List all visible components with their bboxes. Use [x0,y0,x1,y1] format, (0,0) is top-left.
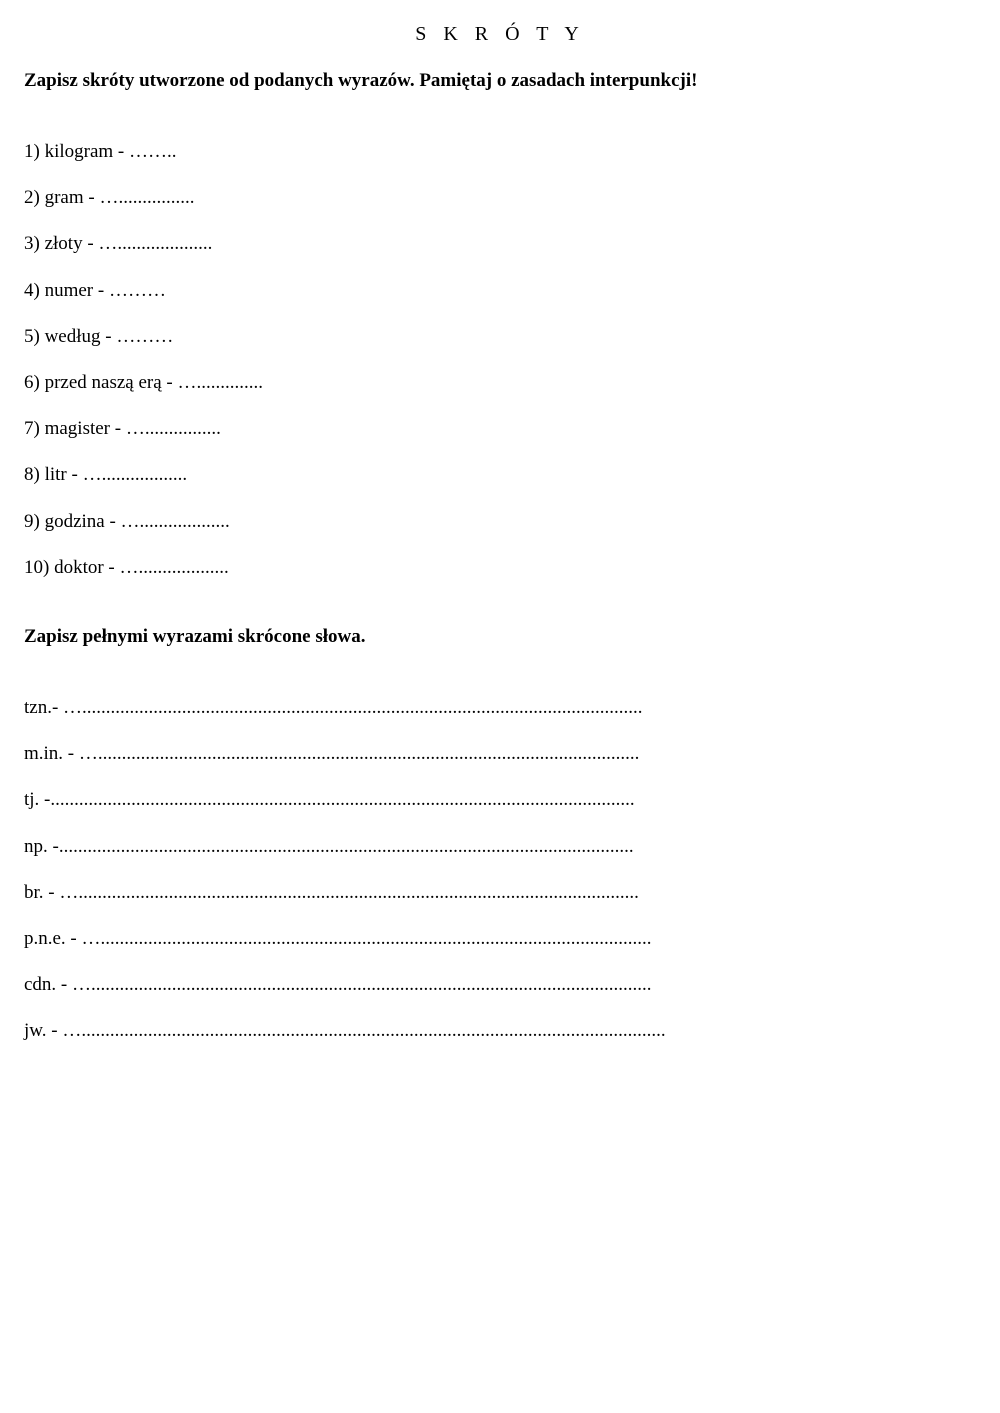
exercise-item: p.n.e. - ….................................................................................................................... [24,927,652,949]
exercise-item: cdn. - …...................................................................................................................... [24,974,652,996]
exercise-item: 5) według - ……… [24,325,174,347]
exercise-item: tj. -........................................................................................................................... [24,789,635,811]
exercise-item: 3) złoty - ….................... [24,233,213,255]
exercise-item: 8) litr - ….................. [24,464,188,486]
exercise-item: 7) magister - …................ [24,418,221,440]
exercise-item: 9) godzina - …................... [24,510,230,532]
section-2-instruction: Zapisz pełnymi wyrazami skrócone słowa. [24,626,366,647]
exercise-item: 1) kilogram - …….. [24,141,177,162]
exercise-item: tzn.- …...................................................................................................................... [24,697,643,718]
exercise-item: br. - …...................................................................................................................... [24,881,639,903]
exercise-item: np. -......................................................................................................................... [24,835,634,857]
page-title: S K R Ó T Y [415,23,585,45]
full-word-exercise-list [24,696,666,1066]
section-1-instruction: Zapisz skróty utworzone od podanych wyrazów. Pamiętaj o zasadach interpunkcji! [24,70,698,91]
exercise-item: 6) przed naszą erą - ….............. [24,371,263,393]
exercise-item: jw. - …........................................................................................................................... [24,1020,666,1042]
exercise-item: 2) gram - …................ [24,187,195,209]
exercise-item: 4) numer - ……… [24,279,166,301]
exercise-item: 10) doktor - …................... [24,556,229,578]
abbreviation-exercise-list [24,140,263,602]
exercise-item: m.in. - ….................................................................................................................. [24,743,640,765]
